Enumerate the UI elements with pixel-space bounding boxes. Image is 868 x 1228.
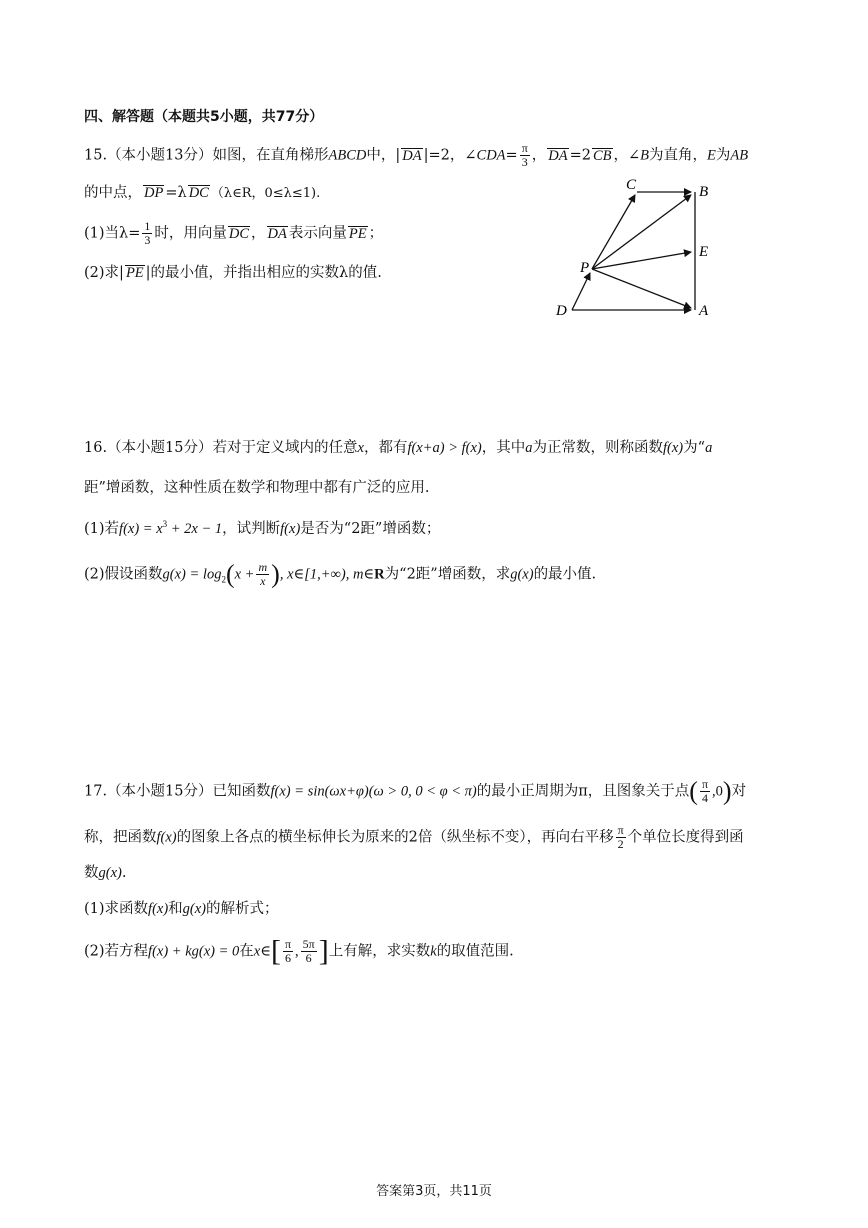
- label-a: A: [699, 303, 709, 319]
- page-footer: 答案第3页，共11页: [376, 1184, 492, 1199]
- q17-part1: (1)求函数f(x)和g(x)的解析式；: [84, 901, 279, 917]
- vector-cb: CB: [592, 147, 612, 164]
- q15-part1: (1)当λ= $\frac{1}{3}$ 时，用向量 DC ， DA 表示向量 PE ；: [84, 219, 384, 247]
- q17-line1: 17.（本小题15分）已知函数f(x) = sin(ωx+φ)(ω > 0, 0 < φ < π)的最小正周期为π，且图象关于点( $\frac{\pi}{4}$ ,0)对: [84, 776, 747, 806]
- segment-pa: [592, 269, 691, 308]
- q15-number: 15.: [84, 147, 108, 164]
- q17-part2: (2)若方程f(x) + kg(x) = 0在x∈[ $\frac{\pi}{6}$ , $\frac{5\pi}{6}$ ]上有解，求实数k的取值范围.: [84, 934, 514, 968]
- label-e: E: [699, 244, 709, 260]
- label-b: B: [699, 184, 709, 200]
- vector-pe: PE: [125, 265, 144, 281]
- q16-part1: (1)若$f(x) = x^3 + 2x - 1$，试判断f(x)是否为“2距”增函数；: [84, 519, 441, 537]
- label-c: C: [626, 177, 637, 193]
- vector-da: DA: [267, 225, 287, 242]
- vector-dc: DC: [188, 185, 209, 201]
- q16-line2: 距”增函数，这种性质在数学和物理中都有广泛的应用.: [84, 480, 430, 496]
- segment-pe: [592, 252, 691, 269]
- vector-da: DA: [402, 147, 422, 164]
- label-p: P: [580, 260, 590, 276]
- section-title: 四、解答题（本题共5小题，共77分）: [84, 109, 324, 125]
- q16-part2: (2)假设函数$g(x) = \log_2(x$ + $\frac{m}{x}$ ), x∈[1,+∞), m∈R为“2距”增函数，求g(x)的最小值.: [84, 559, 597, 589]
- segment-dp: [572, 273, 590, 310]
- label-d: D: [556, 303, 567, 319]
- q17-line3: 数g(x).: [84, 865, 127, 881]
- fraction-pi-over-4: $\frac{\pi}{4}$: [701, 777, 709, 805]
- q16-points: （本小题15分）: [107, 440, 213, 456]
- fraction-pi-over-2: $\frac{\pi}{2}$: [617, 823, 624, 851]
- trapezoid-figure: [540, 174, 740, 324]
- q16-number: 16.: [84, 440, 108, 456]
- fraction-pi-over-3: $\frac{\pi}{3}$: [521, 141, 528, 169]
- q15-line2: 的中点， DP =λ DC （λ∈R，0≤λ≤1).: [84, 185, 321, 201]
- vector-da: DA: [548, 147, 568, 164]
- q15-points: （本小题13分）: [107, 147, 213, 164]
- vector-dc: DC: [228, 225, 250, 242]
- vector-dp: DP: [144, 185, 164, 201]
- vector-pe: PE: [348, 225, 367, 242]
- q17-number: 17.: [84, 783, 108, 800]
- q17-points: （本小题15分）: [107, 783, 213, 800]
- q15-line1: 15.（本小题13分）如图，在直角梯形ABCD中，| DA |=2，∠CDA= $\frac{\pi}{3}$ ， DA =2 CB ，∠B为直角，E为AB: [84, 141, 749, 169]
- q15-part2: (2)求| PE |的最小值，并指出相应的实数λ的值.: [84, 265, 382, 281]
- fraction-one-third: $\frac{1}{3}$: [144, 219, 151, 247]
- q17-line2: 称，把函数f(x)的图象上各点的横坐标伸长为原来的2倍（纵坐标不变），再向右平移 $\frac{\pi}{2}$ 个单位长度得到函: [84, 823, 744, 851]
- segment-pc: [592, 195, 635, 269]
- q16-line1: 16.（本小题15分）若对于定义域内的任意x，都有f(x+a) > f(x)，其中a为正常数，则称函数f(x)为“a: [84, 440, 713, 456]
- fraction-m-over-x: $\frac{m}{x}$: [258, 560, 268, 588]
- fraction-5pi-over-6: $\frac{5\pi}{6}$: [302, 937, 315, 965]
- segment-pb: [592, 195, 691, 269]
- fraction-pi-over-6: $\frac{\pi}{6}$: [284, 937, 292, 965]
